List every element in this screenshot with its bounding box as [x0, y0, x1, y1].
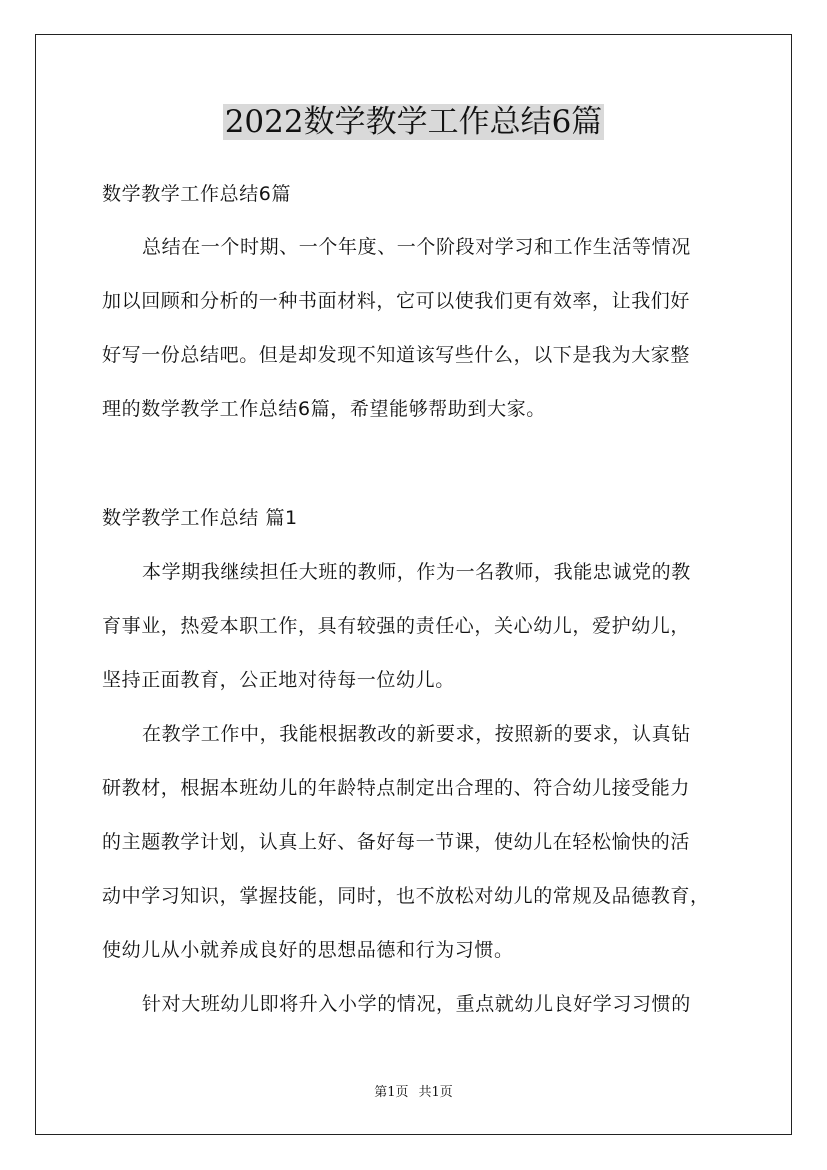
document-title — [0, 100, 827, 144]
paragraph-line: 动中学习知识，掌握技能，同时，也不放松对幼儿的常规及品德教育， — [102, 885, 710, 907]
intro-line-3: 好写一份总结吧。但是却发现不知道该写些什么，以下是我为大家整 — [102, 344, 691, 366]
paragraph-line: 的主题教学计划，认真上好、备好每一节课，使幼儿在轻松愉快的活 — [102, 831, 691, 853]
document-subtitle: 数学教学工作总结6篇 — [102, 183, 292, 205]
document-title-text: 2022数学教学工作总结6篇 — [224, 104, 603, 140]
paragraph-line: 坚持正面教育，公正地对待每一位幼儿。 — [102, 669, 455, 691]
intro-line-1: 总结在一个时期、一个年度、一个阶段对学习和工作生活等情况 — [142, 236, 691, 258]
paragraph-line: 在教学工作中，我能根据教改的新要求，按照新的要求，认真钻 — [142, 723, 691, 745]
paragraph-line: 本学期我继续担任大班的教师，作为一名教师，我能忠诚党的教 — [142, 561, 691, 583]
paragraph-line: 育事业，热爱本职工作，具有较强的责任心，关心幼儿，爱护幼儿， — [102, 615, 691, 637]
paragraph-line: 使幼儿从小就养成良好的思想品德和行为习惯。 — [102, 939, 514, 961]
page-total: 共1页 — [418, 1085, 453, 1100]
intro-line-4: 理的数学教学工作总结6篇，希望能够帮助到大家。 — [102, 398, 546, 420]
paragraph-line: 研教材，根据本班幼儿的年龄特点制定出合理的、符合幼儿接受能力 — [102, 777, 691, 799]
page-number: 第1页 — [374, 1085, 409, 1100]
intro-line-2: 加以回顾和分析的一种书面材料，它可以使我们更有效率，让我们好 — [102, 290, 691, 312]
page-footer — [0, 1084, 827, 1102]
paragraph-line: 针对大班幼儿即将升入小学的情况，重点就幼儿良好学习习惯的 — [142, 993, 691, 1015]
section-heading: 数学教学工作总结 篇1 — [102, 507, 298, 529]
